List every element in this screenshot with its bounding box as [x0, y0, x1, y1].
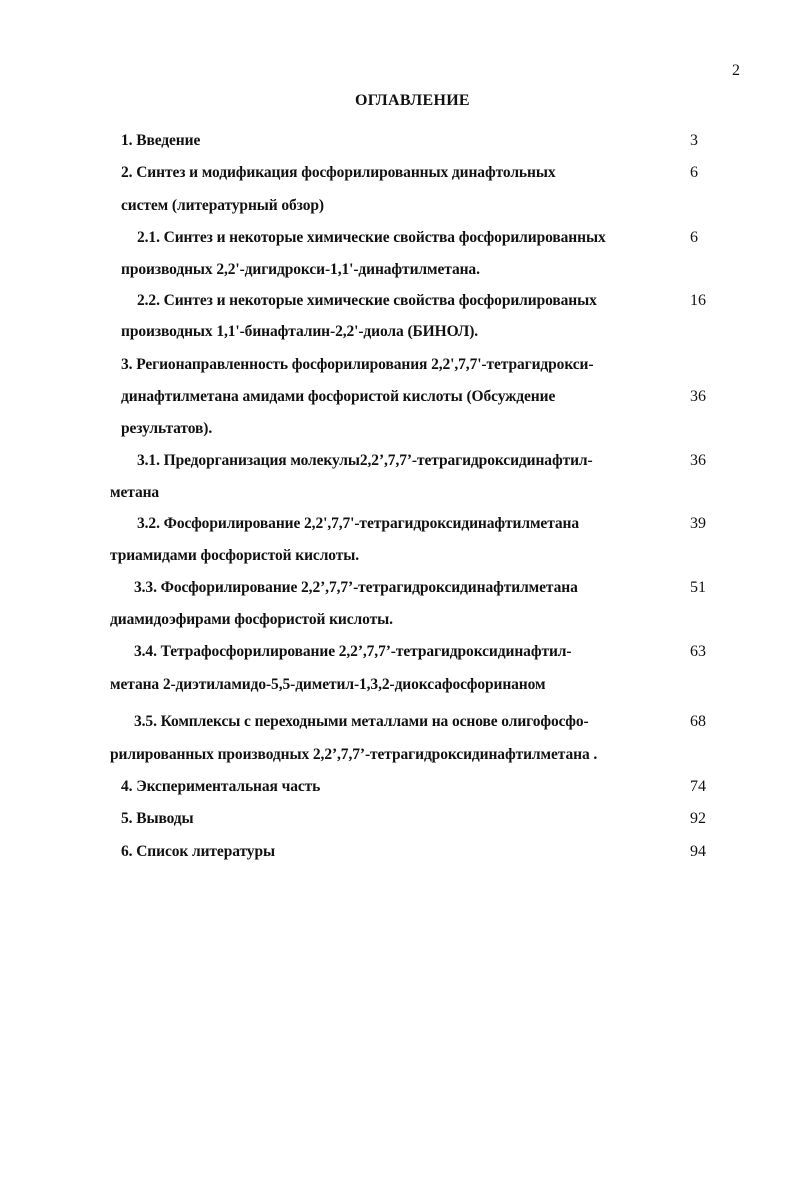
- toc-entry-3-4-page: 63: [690, 643, 706, 660]
- toc-entry-3-4-line-1[interactable]: 3.4. Тетрафосфорилирование 2,2’,7,7’-тетрагидроксидинафтил-: [134, 643, 572, 660]
- toc-entry-3-3-line-2[interactable]: диамидоэфирами фосфористой кислоты.: [110, 611, 393, 628]
- toc-entry-5-line-1[interactable]: 5. Выводы: [121, 810, 194, 827]
- toc-entry-2-1-page: 6: [690, 229, 698, 246]
- toc-entry-1-line-1[interactable]: 1. Введение: [121, 132, 201, 149]
- toc-entry-2-page: 6: [690, 164, 698, 181]
- toc-entry-4-page: 74: [690, 778, 706, 795]
- toc-entry-3-3-page: 51: [690, 579, 706, 596]
- toc-entry-3-5-line-2[interactable]: рилированных производных 2,2’,7,7’-тетрагидроксидинафтилметана .: [110, 746, 598, 763]
- toc-entry-1-page: 3: [690, 132, 698, 149]
- toc-entry-3-line-1[interactable]: 3. Регионаправленность фосфорилирования 2,2',7,7'-тетрагидрокси-: [121, 356, 594, 373]
- toc-entry-3-5-line-1[interactable]: 3.5. Комплексы с переходными металлами на основе олигофосфо-: [134, 713, 589, 730]
- toc-entry-3-2-page: 39: [690, 515, 706, 532]
- toc-entry-3-4-line-2[interactable]: метана 2-диэтиламидо-5,5-диметил-1,3,2-диоксафосфоринаном: [110, 676, 546, 693]
- toc-entry-3-1-line-2[interactable]: метана: [110, 484, 160, 501]
- toc-entry-2-1-line-2[interactable]: производных 2,2'-дигидрокси-1,1'-динафтилметана.: [121, 261, 480, 278]
- page-number: 2: [732, 62, 740, 79]
- page-title: ОГЛАВЛЕНИЕ: [355, 92, 470, 109]
- toc-entry-5-page: 92: [690, 810, 706, 827]
- toc-entry-3-3-line-1[interactable]: 3.3. Фосфорилирование 2,2’,7,7’-тетрагидроксидинафтилметана: [134, 579, 578, 596]
- toc-entry-3-2-line-1[interactable]: 3.2. Фосфорилирование 2,2',7,7'-тетрагидроксидинафтилметана: [137, 515, 580, 532]
- toc-entry-3-5-page: 68: [690, 713, 706, 730]
- toc-entry-3-page: 36: [690, 388, 706, 405]
- toc-entry-2-2-line-2[interactable]: производных 1,1'-бинафталин-2,2'-диола (БИНОЛ).: [121, 323, 479, 340]
- toc-entry-2-2-page: 16: [690, 292, 706, 309]
- toc-entry-3-1-page: 36: [690, 452, 706, 469]
- toc-entry-4-line-1[interactable]: 4. Экспериментальная часть: [121, 778, 321, 795]
- toc-entry-2-line-1[interactable]: 2. Синтез и модификация фосфорилированных динафтольных: [121, 164, 556, 181]
- toc-entry-3-line-2[interactable]: динафтилметана амидами фосфористой кислоты (Обсуждение: [121, 388, 556, 405]
- toc-entry-6-page: 94: [690, 843, 706, 860]
- toc-entry-2-line-2[interactable]: систем (литературный обзор): [121, 197, 324, 214]
- toc-entry-3-line-3[interactable]: результатов).: [121, 420, 213, 437]
- toc-entry-2-1-line-1[interactable]: 2.1. Синтез и некоторые химические свойства фосфорилированных: [137, 229, 606, 246]
- toc-entry-2-2-line-1[interactable]: 2.2. Синтез и некоторые химические свойства фосфорилированых: [137, 292, 597, 309]
- toc-entry-3-2-line-2[interactable]: триамидами фосфористой кислоты.: [110, 547, 360, 564]
- toc-entry-3-1-line-1[interactable]: 3.1. Предорганизация молекулы2,2’,7,7’-тетрагидроксидинафтил-: [137, 452, 593, 469]
- toc-entry-6-line-1[interactable]: 6. Список литературы: [121, 843, 275, 860]
